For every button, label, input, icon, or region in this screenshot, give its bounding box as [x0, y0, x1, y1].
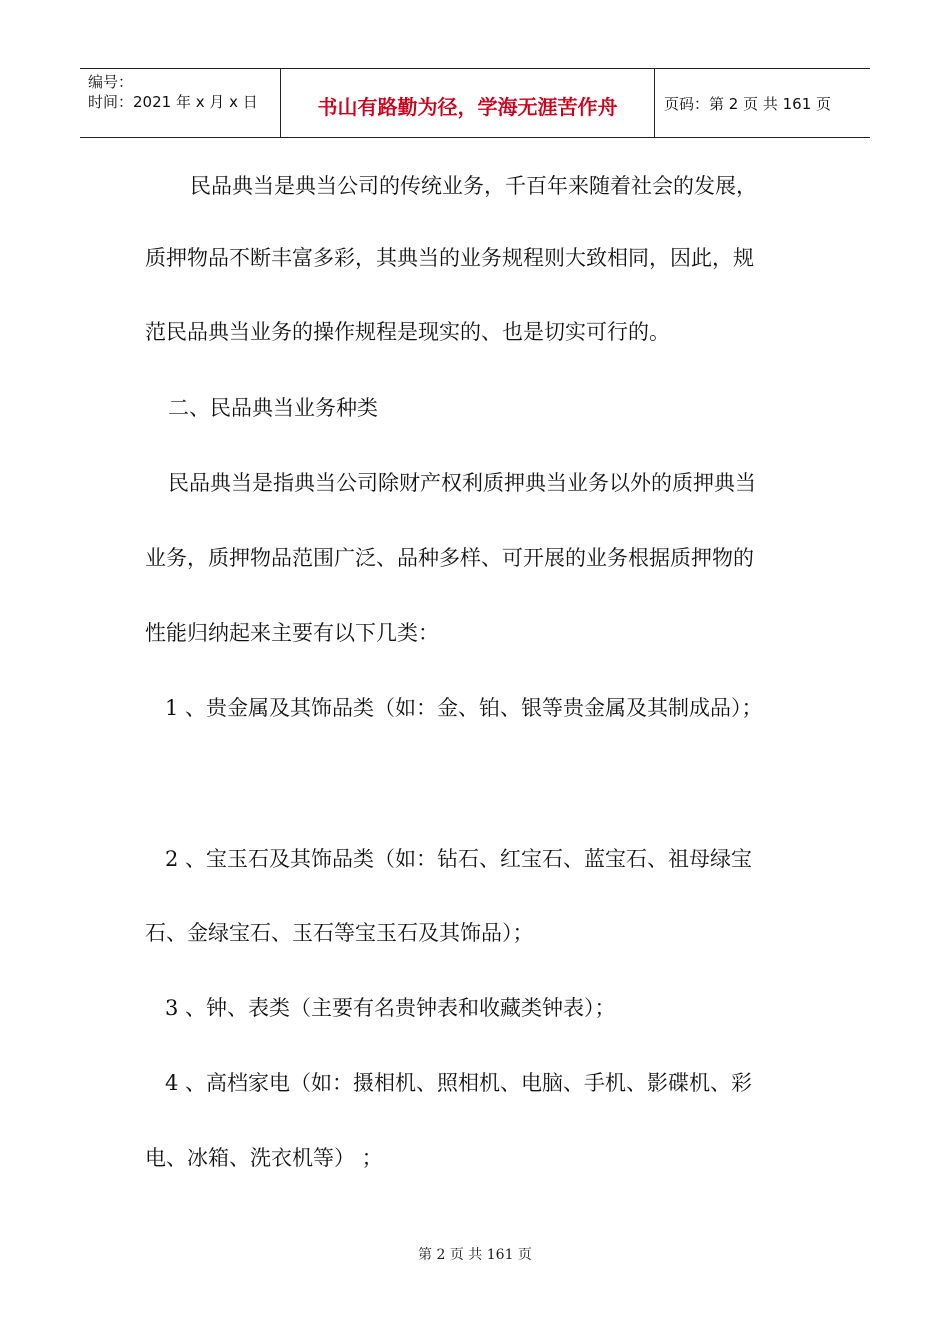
list-item: 2 、宝玉石及其饰品类（如：钻石、红宝石、蓝宝石、祖母绿宝	[165, 847, 753, 871]
header-page-cell	[654, 69, 870, 137]
page-footer: 第 2 页 共 161 页	[418, 1247, 532, 1263]
list-item: 1 、贵金属及其饰品类（如：金、铂、银等贵金属及其制成品）；	[165, 696, 763, 720]
header-page-number: 页码：第 2 页 共 161 页	[664, 95, 832, 113]
list-item: 3 、钟、表类（主要有名贵钟表和收藏类钟表）；	[165, 996, 616, 1020]
page-header	[80, 68, 870, 138]
paragraph-line: 民品典当是指典当公司除财产权利质押典当业务以外的质押典当	[168, 471, 756, 495]
header-motto-cell	[280, 69, 655, 137]
list-item-continuation: 石、金绿宝石、玉石等宝玉石及其饰品）；	[145, 921, 534, 945]
paragraph-line: 民品典当是典当公司的传统业务，千百年来随着社会的发展，	[190, 174, 757, 198]
document-time-label: 时间：2021 年 x 月 x 日	[88, 93, 258, 111]
paragraph-line: 范民品典当业务的操作规程是现实的、也是切实可行的。	[145, 320, 670, 344]
paragraph-line: 性能归纳起来主要有以下几类：	[145, 621, 439, 645]
list-item-continuation: 电、冰箱、洗衣机等） ；	[145, 1146, 383, 1170]
list-item: 4 、高档家电（如：摄相机、照相机、电脑、手机、影碟机、彩	[165, 1071, 753, 1095]
paragraph-line: 业务，质押物品范围广泛、品种多样、可开展的业务根据质押物的	[145, 546, 754, 570]
paragraph-line: 质押物品不断丰富多彩，其典当的业务规程则大致相同，因此，规	[145, 246, 754, 270]
motto-text: 书山有路勤为径，学海无涯苦作舟	[317, 95, 618, 119]
document-number-label: 编号：	[88, 73, 134, 91]
section-heading: 二、民品典当业务种类	[168, 396, 378, 420]
header-info-cell	[80, 69, 280, 137]
